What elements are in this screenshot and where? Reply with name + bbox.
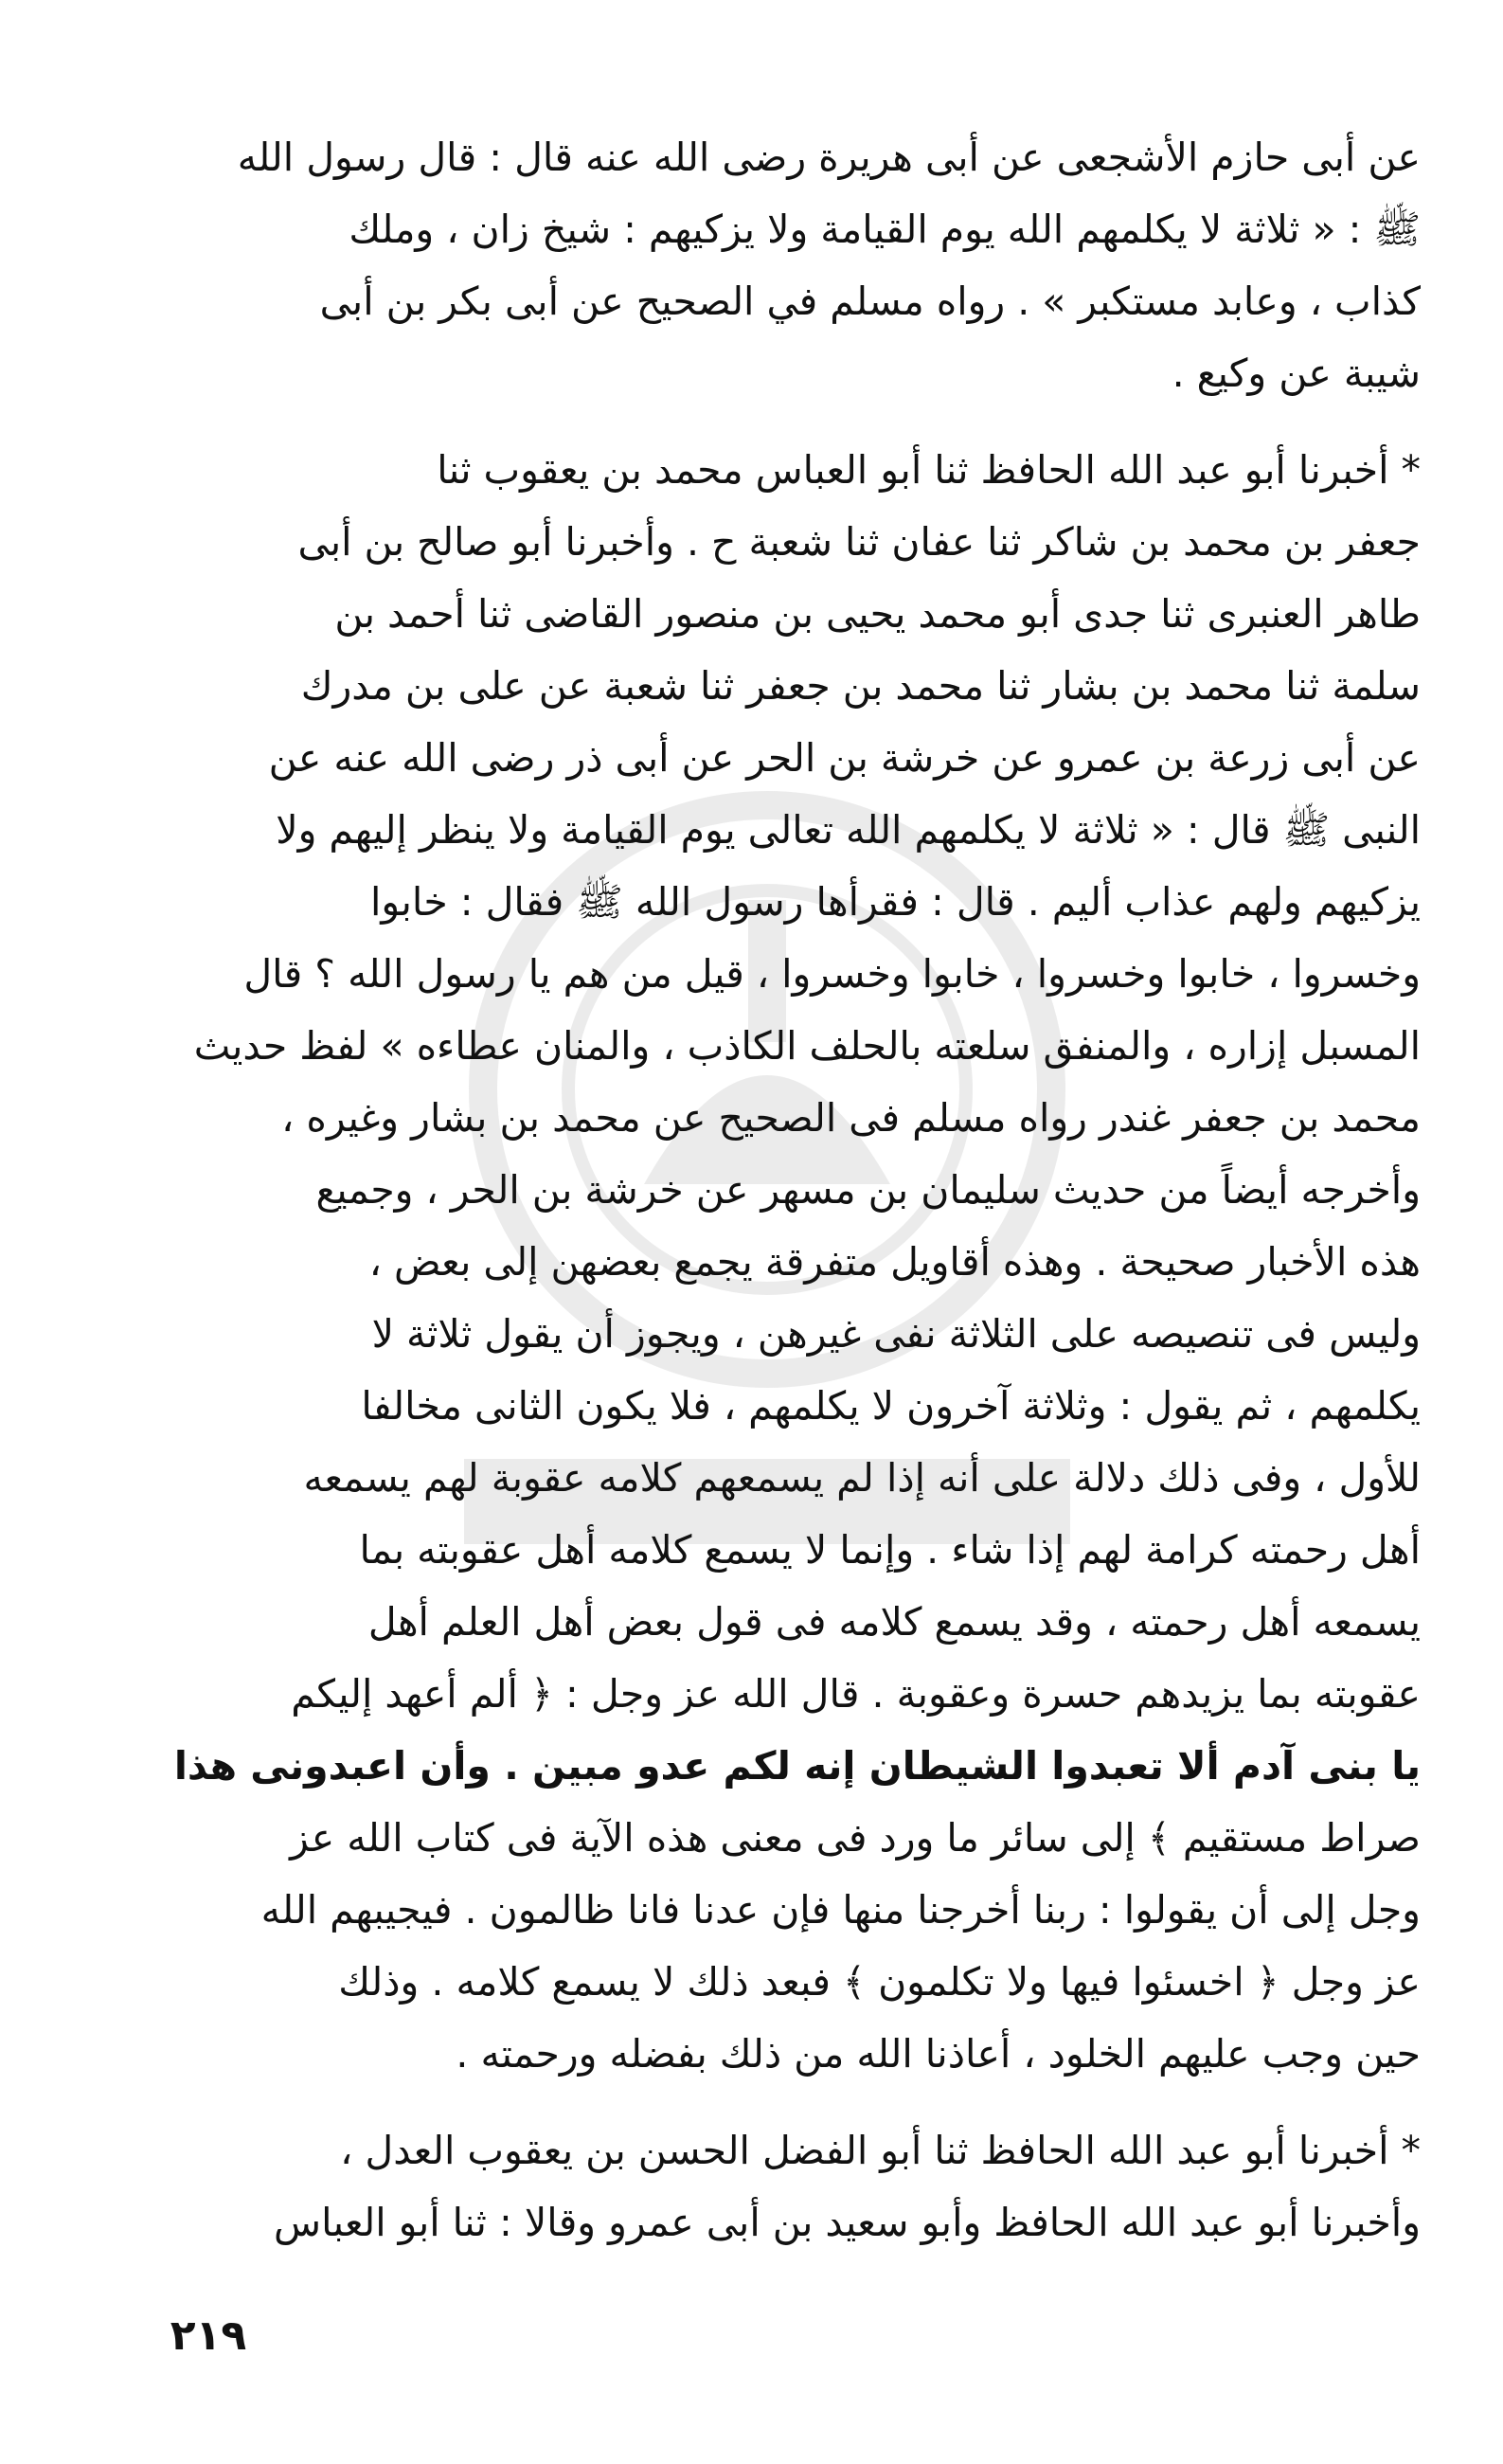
text-line: عن أبى زرعة بن عمرو عن خرشة بن الحر عن أبى ذر رضى الله عنه عن <box>268 735 1421 781</box>
text-line: أهل رحمته كرامة لهم إذا شاء . وإنما لا يسمع كلامه أهل عقوبته بما <box>359 1527 1421 1573</box>
text-line: وجل إلى أن يقولوا : ربنا أخرجنا منها فإن عدنا فانا ظالمون . فيجيبهم الله <box>260 1887 1421 1933</box>
text-line: ﷺ : « ثلاثة لا يكلمهم الله يوم القيامة ولا يزكيهم : شيخ زان ، وملك <box>349 207 1421 252</box>
text-line: حين وجب عليهم الخلود ، أعاذنا الله من ذلك بفضله ورحمته . <box>456 2031 1421 2077</box>
text-line: شيبة عن وكيع . <box>1172 351 1421 396</box>
text-line: * أخبرنا أبو عبد الله الحافظ ثنا أبو العباس محمد بن يعقوب ثنا <box>437 447 1421 493</box>
text-line: سلمة ثنا محمد بن بشار ثنا محمد بن جعفر ثنا شعبة عن على بن مدرك <box>300 663 1421 709</box>
text-line: كذاب ، وعابد مستكبر » . رواه مسلم في الصحيح عن أبى بكر بن أبى <box>319 279 1421 324</box>
text-line: يسمعه أهل رحمته ، وقد يسمع كلامه فى قول بعض أهل العلم أهل <box>367 1599 1421 1645</box>
quran-verse-line: يا بنى آدم ألا تعبدوا الشيطان إنه لكم عدو مبين . وأن اعبدونى هذا <box>173 1743 1421 1789</box>
paragraph-3 <box>114 2114 1421 2258</box>
paragraph-2 <box>114 434 1421 2090</box>
text-line: وليس فى تنصيصه على الثلاثة نفى غيرهن ، ويجوز أن يقول ثلاثة لا <box>371 1311 1421 1357</box>
text-line: النبى ﷺ قال : « ثلاثة لا يكلمهم الله تعالى يوم القيامة ولا ينظر إليهم ولا <box>276 807 1421 853</box>
page-number: ٢١٩ <box>170 2311 247 2360</box>
text-line: عز وجل ﴿ اخسئوا فيها ولا تكلمون ﴾ فبعد ذلك لا يسمع كلامه . وذلك <box>338 1959 1421 2005</box>
text-line: عن أبى حازم الأشجعى عن أبى هريرة رضى الله عنه قال : قال رسول الله <box>237 135 1421 180</box>
text-line: * أخبرنا أبو عبد الله الحافظ ثنا أبو الفضل الحسن بن يعقوب العدل ، <box>340 2128 1421 2173</box>
text-line: يزكيهم ولهم عذاب أليم . قال : فقرأها رسول الله ﷺ فقال : خابوا <box>369 879 1421 925</box>
text-line: صراط مستقيم ﴾ إلى سائر ما ورد فى معنى هذه الآية فى كتاب الله عز <box>290 1815 1421 1861</box>
text-line: يكلمهم ، ثم يقول : وثلاثة آخرون لا يكلمهم ، فلا يكون الثانى مخالفا <box>361 1383 1421 1429</box>
main-text <box>114 121 1421 2283</box>
text-line: المسبل إزاره ، والمنفق سلعته بالحلف الكاذب ، والمنان عطاءه » لفظ حديث <box>193 1023 1421 1069</box>
text-line: عقوبته بما يزيدهم حسرة وعقوبة . قال الله عز وجل : ﴿ ألم أعهد إليكم <box>291 1671 1421 1717</box>
paragraph-1 <box>114 121 1421 409</box>
text-line: وخسروا ، خابوا وخسروا ، خابوا وخسروا ، قيل من هم يا رسول الله ؟ قال <box>243 951 1421 997</box>
text-line: وأخبرنا أبو عبد الله الحافظ وأبو سعيد بن أبى عمرو وقالا : ثنا أبو العباس <box>274 2200 1421 2245</box>
text-line: جعفر بن محمد بن شاكر ثنا عفان ثنا شعبة ح . وأخبرنا أبو صالح بن أبى <box>297 519 1421 565</box>
text-line: وأخرجه أيضاً من حديث سليمان بن مسهر عن خرشة بن الحر ، وجميع <box>315 1167 1421 1213</box>
text-line: هذه الأخبار صحيحة . وهذه أقاويل متفرقة يجمع بعضهن إلى بعض ، <box>368 1239 1421 1285</box>
text-line: محمد بن جعفر غندر رواه مسلم فى الصحيح عن محمد بن بشار وغيره ، <box>281 1095 1421 1141</box>
text-line: للأول ، وفى ذلك دلالة على أنه إذا لم يسمعهم كلامه عقوبة لهم يسمعه <box>303 1455 1421 1501</box>
text-line: طاهر العنبرى ثنا جدى أبو محمد يحيى بن منصور القاضى ثنا أحمد بن <box>334 591 1421 637</box>
